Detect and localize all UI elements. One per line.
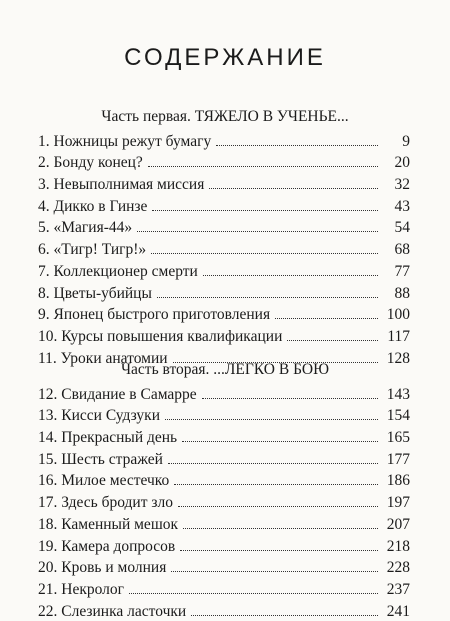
page-number: 117: [387, 327, 410, 345]
toc-entry: [38, 490, 410, 512]
toc-entry: [38, 404, 410, 426]
page-number: 241: [386, 602, 410, 620]
toc-entry: [38, 534, 410, 556]
chapter-title: 4. Дикко в Гинзе: [38, 197, 148, 215]
dot-leader: [168, 463, 378, 464]
toc-entry: [38, 281, 410, 303]
chapter-title: 20. Кровь и молния: [38, 559, 167, 577]
page-number: 228: [386, 559, 410, 577]
page-number: 207: [386, 515, 410, 533]
chapter-title: 6. «Тигр! Тигр!»: [38, 241, 147, 259]
dot-leader: [157, 297, 378, 298]
toc-entry: [38, 303, 410, 325]
chapter-title: 8. Цветы-убийцы: [38, 284, 152, 302]
toc-entry: [38, 599, 410, 621]
page-number: 43: [394, 197, 410, 215]
page-number: 186: [386, 472, 410, 490]
page-title: СОДЕРЖАНИЕ: [124, 44, 326, 71]
chapter-title: 15. Шесть стражей: [38, 450, 163, 468]
dot-leader: [182, 441, 378, 442]
chapter-title: 1. Ножницы режут бумагу: [38, 132, 212, 150]
toc-entry: [38, 151, 410, 173]
part-one-list: [38, 129, 410, 368]
page-number: 100: [386, 306, 410, 324]
dot-leader: [216, 145, 378, 146]
chapter-title: 19. Камера допросов: [38, 537, 176, 555]
chapter-title: 11. Уроки анатомии: [38, 349, 168, 367]
dot-leader: [165, 419, 378, 420]
toc-entry: [38, 469, 410, 491]
dot-leader: [174, 484, 378, 485]
dot-leader: [203, 275, 378, 276]
page-number: 88: [394, 284, 410, 302]
chapter-title: 18. Каменный мешок: [38, 515, 179, 533]
toc-entry: [38, 324, 410, 346]
page-number: 20: [394, 154, 410, 172]
chapter-title: 3. Невыполнимая миссия: [38, 176, 205, 194]
chapter-title: 2. Бонду конец?: [38, 154, 143, 172]
dot-leader: [191, 615, 378, 616]
page-number: 54: [394, 219, 410, 237]
page-number: 68: [394, 241, 410, 259]
chapter-title: 10. Курсы повышения квалификации: [38, 327, 283, 345]
chapter-title: 12. Свидание в Самарре: [38, 385, 197, 403]
chapter-title: 22. Слезинка ласточки: [38, 602, 187, 620]
page-number: 143: [386, 385, 410, 403]
dot-leader: [151, 253, 378, 254]
page-number: 154: [386, 407, 410, 425]
page-number: 165: [386, 429, 410, 447]
page-number: 128: [386, 349, 410, 367]
chapter-title: 16. Милое местечко: [38, 472, 170, 490]
page-number: 218: [386, 537, 410, 555]
chapter-title: 21. Некролог: [38, 580, 124, 598]
dot-leader: [129, 593, 378, 594]
chapter-title: 9. Японец быстрого приготовления: [38, 306, 271, 324]
dot-leader: [178, 506, 378, 507]
dot-leader: [148, 166, 378, 167]
toc-entry: [38, 194, 410, 216]
toc-entry: [38, 425, 410, 447]
page-number: 177: [386, 450, 410, 468]
toc-entry: [38, 216, 410, 238]
toc-entry: [38, 577, 410, 599]
page-number: 9: [402, 132, 410, 150]
dot-leader: [152, 210, 378, 211]
part-two-heading: Часть вторая. ...ЛЕГКО В БОЮ: [120, 361, 330, 378]
chapter-title: 14. Прекрасный день: [38, 429, 178, 447]
toc-entry: [38, 259, 410, 281]
dot-leader: [171, 571, 378, 572]
toc-entry: [38, 447, 410, 469]
part-two-list: [38, 382, 410, 621]
page-number: 32: [394, 176, 410, 194]
toc-entry: [38, 382, 410, 404]
toc-entry: [38, 237, 410, 259]
dot-leader: [183, 528, 378, 529]
toc-entry: [38, 512, 410, 534]
toc-entry: [38, 129, 410, 151]
chapter-title: 17. Здесь бродит зло: [38, 494, 173, 512]
dot-leader: [180, 550, 378, 551]
chapter-title: 7. Коллекционер смерти: [38, 262, 198, 280]
dot-leader: [275, 318, 378, 319]
dot-leader: [209, 188, 378, 189]
dot-leader: [287, 340, 378, 341]
chapter-title: 13. Кисси Судзуки: [38, 407, 160, 425]
toc-entry: [38, 556, 410, 578]
dot-leader: [137, 231, 378, 232]
page-number: 77: [394, 262, 410, 280]
toc-entry: [38, 172, 410, 194]
page-number: 237: [386, 580, 410, 598]
page-number: 197: [386, 494, 410, 512]
dot-leader: [202, 398, 378, 399]
chapter-title: 5. «Магия-44»: [38, 219, 133, 237]
part-one-heading: Часть первая. ТЯЖЕЛО В УЧЕНЬЕ...: [101, 108, 349, 125]
